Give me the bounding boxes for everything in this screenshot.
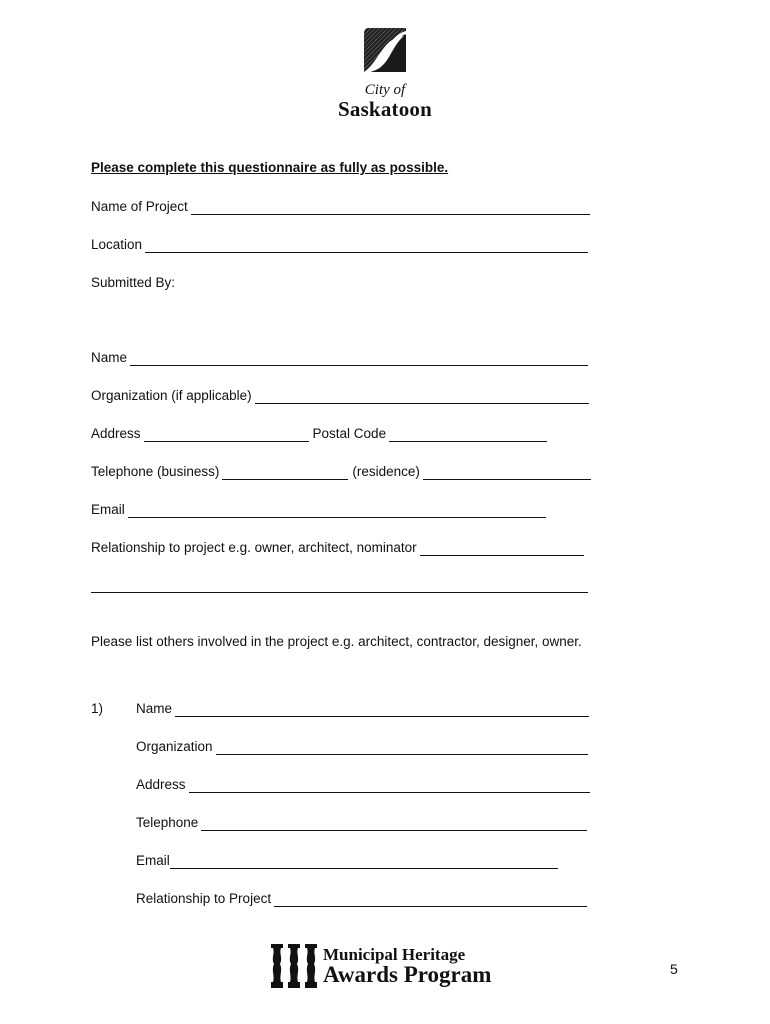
name-field[interactable] — [130, 352, 588, 366]
entry-email-field[interactable] — [170, 855, 558, 869]
location-label: Location — [91, 237, 143, 252]
address-label: Address — [91, 426, 141, 441]
logo-city-of-text: City of — [364, 82, 406, 98]
postal-code-field[interactable] — [389, 428, 547, 442]
email-field[interactable] — [128, 504, 546, 518]
entry-relationship-label: Relationship to Project — [136, 891, 272, 906]
telephone-business-label: Telephone (business) — [91, 464, 220, 479]
name-of-project-row — [91, 199, 590, 215]
form-heading: Please complete this questionnaire as fully as possible. — [91, 160, 449, 175]
heritage-awards-logo — [271, 944, 491, 988]
organization-row — [91, 388, 589, 404]
address-row — [91, 426, 547, 442]
entry-number: 1) — [91, 701, 104, 716]
entry-organization-label: Organization — [136, 739, 213, 754]
entry-address-label: Address — [136, 777, 186, 792]
entry-telephone-row — [136, 815, 587, 831]
entry-name-field[interactable] — [175, 703, 589, 717]
relationship-row — [91, 540, 584, 556]
logo-saskatoon-text: Saskatoon — [337, 97, 432, 121]
entry-relationship-row — [136, 891, 587, 907]
email-label: Email — [91, 502, 125, 517]
entry-address-row — [136, 777, 590, 793]
location-row — [91, 237, 588, 253]
entry-name-label: Name — [136, 701, 173, 716]
relationship-label: Relationship to project e.g. owner, architect, nominator — [91, 540, 417, 555]
pillars-icon — [271, 944, 317, 988]
others-prompt: Please list others involved in the project e.g. architect, contractor, designer, owner. — [91, 634, 582, 649]
name-of-project-field[interactable] — [191, 201, 590, 215]
name-label: Name — [91, 350, 128, 365]
telephone-residence-field[interactable] — [423, 466, 591, 480]
entry-telephone-label: Telephone — [136, 815, 199, 830]
entry-address-field[interactable] — [189, 779, 590, 793]
name-row — [91, 350, 588, 366]
footer-line2: Awards Program — [323, 962, 492, 987]
entry-name-row — [136, 701, 589, 717]
relationship-continuation-field[interactable] — [91, 579, 588, 593]
email-row — [91, 502, 546, 518]
telephone-business-field[interactable] — [222, 466, 348, 480]
city-of-saskatoon-logo — [330, 26, 440, 120]
page-number: 5 — [670, 961, 678, 977]
saskatoon-emblem-icon — [360, 26, 410, 76]
postal-code-label: Postal Code — [312, 426, 387, 441]
entry-organization-field[interactable] — [216, 741, 588, 755]
submitted-by-label: Submitted By: — [91, 275, 176, 290]
residence-label: (residence) — [352, 464, 420, 479]
entry-relationship-field[interactable] — [274, 893, 587, 907]
entry-email-label: Email — [136, 853, 170, 868]
address-field[interactable] — [144, 428, 309, 442]
entry-organization-row — [136, 739, 588, 755]
organization-label: Organization (if applicable) — [91, 388, 252, 403]
telephone-row — [91, 464, 591, 480]
footer-line1: Municipal Heritage — [323, 945, 466, 964]
organization-field[interactable] — [255, 390, 589, 404]
entry-email-row — [136, 853, 558, 869]
location-field[interactable] — [145, 239, 588, 253]
heritage-awards-text — [323, 946, 491, 986]
name-of-project-label: Name of Project — [91, 199, 188, 214]
relationship-field[interactable] — [420, 542, 584, 556]
entry-telephone-field[interactable] — [201, 817, 587, 831]
